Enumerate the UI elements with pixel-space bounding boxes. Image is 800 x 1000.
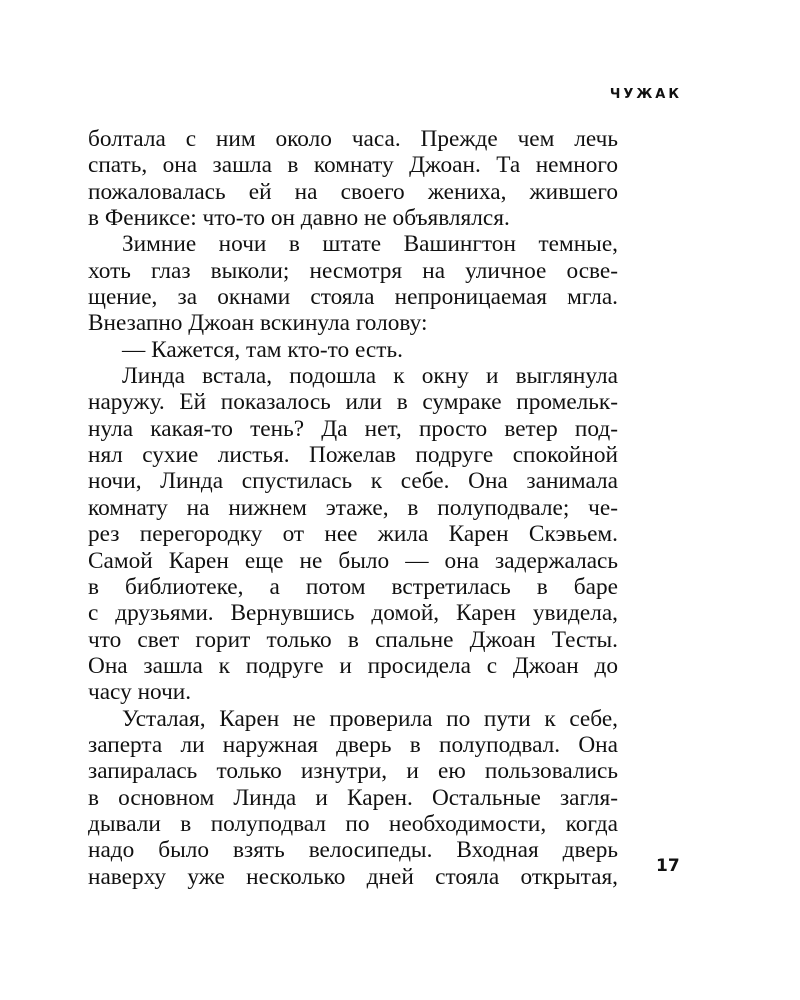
text-line: наружу. Ей показалось или в сумраке промельк- [88, 389, 618, 416]
text-line: в библиотеке, а потом встретилась в баре [88, 573, 618, 600]
text-line: Линда встала, подошла к окну и выглянула [122, 363, 618, 390]
text-line: с друзьями. Вернувшись домой, Карен увидела, [88, 600, 618, 627]
text-line: запиралась только изнутри, и ею пользовались [88, 758, 618, 785]
running-head: ЧУЖАК [609, 87, 682, 102]
text-line: надо было взять велосипеды. Входная дверь [88, 837, 618, 864]
text-line: наверху уже несколько дней стояла открытая, [88, 863, 618, 890]
text-line: часу ночи. [88, 679, 192, 706]
text-line: дывали в полуподвал по необходимости, когда [88, 810, 618, 837]
body-text [88, 126, 618, 890]
text-line: Самой Карен еще не было — она задержалась [88, 547, 618, 574]
text-line: болтала с ним около часа. Прежде чем лечь [88, 126, 618, 152]
text-line: пожаловалась ей на своего жениха, жившего [88, 178, 618, 205]
text-line: нула какая-то тень? Да нет, просто ветер под- [88, 415, 618, 442]
text-line: в основном Линда и Карен. Остальные загля- [88, 784, 618, 811]
text-line: Внезапно Джоан вскинула голову: [88, 310, 428, 337]
text-line: что свет горит только в спальне Джоан Тесты. [88, 626, 618, 653]
text-line: хоть глаз выколи; несмотря на уличное осве- [88, 257, 618, 284]
text-line: щение, за окнами стояла непроницаемая мгла. [88, 284, 618, 311]
text-line: — Кажется, там кто-то есть. [122, 336, 403, 363]
text-line: комнату на нижнем этаже, в полуподвале; че- [88, 494, 618, 521]
text-line: Зимние ночи в штате Вашингтон темные, [122, 231, 618, 258]
text-line: в Фениксе: что-то он давно не объявлялся. [88, 205, 510, 232]
text-line: Усталая, Карен не проверила по пути к себе, [122, 705, 618, 732]
text-line: Она зашла к подруге и просидела с Джоан до [88, 652, 618, 679]
text-line: спать, она зашла в комнату Джоан. Та немного [88, 152, 618, 179]
text-line: ночи, Линда спустилась к себе. Она занимала [88, 468, 618, 495]
text-line: рез перегородку от нее жила Карен Скэвьем. [88, 521, 618, 548]
text-line: заперта ли наружная дверь в полуподвал. Она [88, 731, 618, 758]
page-number: 17 [656, 856, 680, 876]
text-line: нял сухие листья. Пожелав подруге спокойной [88, 442, 618, 469]
